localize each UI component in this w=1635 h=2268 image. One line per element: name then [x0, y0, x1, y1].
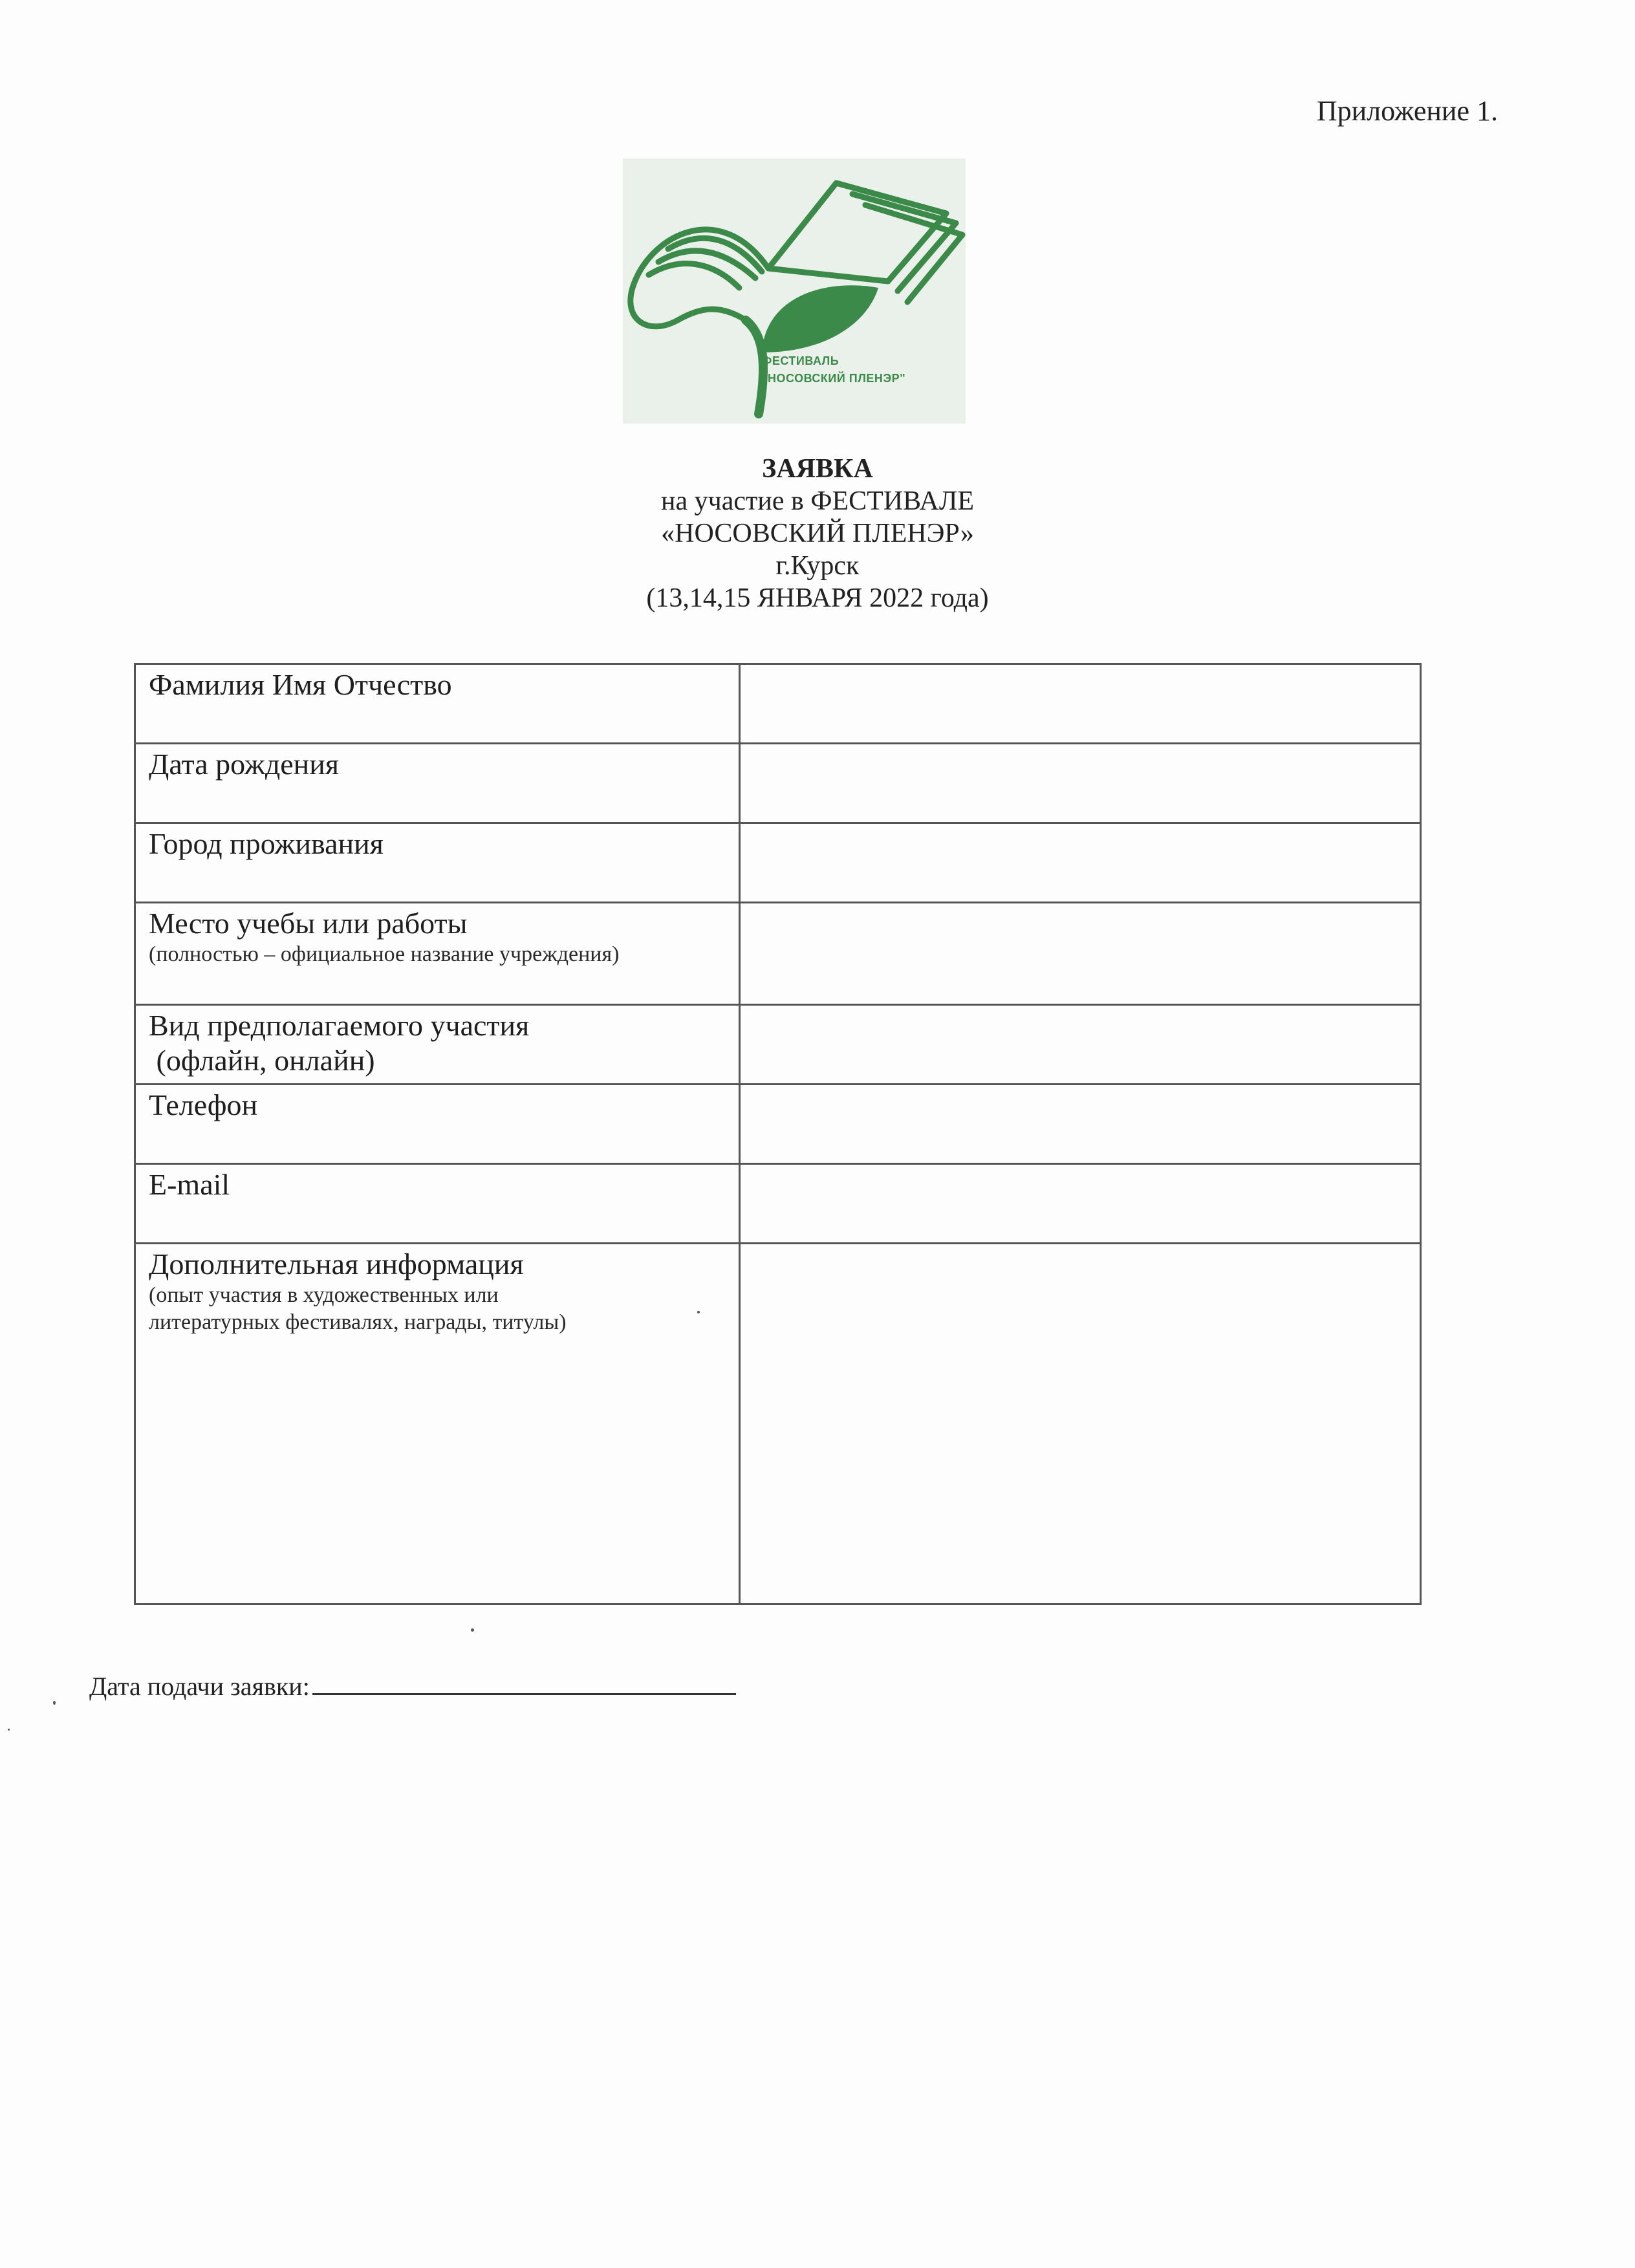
form-label-cell — [135, 1005, 740, 1085]
table-row — [135, 744, 1421, 823]
scan-speck — [53, 1701, 56, 1705]
participation-type-options: (офлайн, онлайн) — [149, 1044, 375, 1077]
form-label-cell — [135, 664, 740, 744]
additional-info-field[interactable] — [740, 1244, 1421, 1604]
form-label-cell — [135, 1244, 740, 1604]
festival-logo — [623, 158, 966, 424]
form-label-cell — [135, 823, 740, 903]
table-row — [135, 1164, 1421, 1244]
birth-date-field[interactable] — [740, 744, 1421, 823]
additional-info-label: Дополнительная информация — [149, 1247, 524, 1280]
study-work-place-label: Место учебы или работы — [149, 907, 468, 940]
appendix-label: Приложение 1. — [1316, 95, 1498, 127]
email-field[interactable] — [740, 1164, 1421, 1244]
study-work-place-field[interactable] — [740, 903, 1421, 1005]
city-field[interactable] — [740, 823, 1421, 903]
form-label-cell — [135, 1085, 740, 1164]
title-line-4: (13,14,15 ЯНВАРЯ 2022 года) — [646, 583, 989, 613]
participation-type-field[interactable] — [740, 1005, 1421, 1085]
scan-speck — [8, 1729, 10, 1731]
city-label: Город проживания — [149, 827, 384, 860]
table-row — [135, 903, 1421, 1005]
table-row — [135, 1005, 1421, 1085]
scan-speck — [471, 1628, 474, 1632]
table-row — [135, 664, 1421, 744]
table-row — [135, 1085, 1421, 1164]
form-label-cell — [135, 903, 740, 1005]
title-line-1: на участие в ФЕСТИВАЛЕ — [660, 486, 974, 516]
submission-date-label: Дата подачи заявки: — [89, 1672, 310, 1701]
form-label-cell — [135, 744, 740, 823]
birth-date-label: Дата рождения — [149, 748, 340, 781]
email-label: E-mail — [149, 1168, 230, 1201]
scan-speck — [697, 1311, 700, 1313]
participation-type-label: Вид предполагаемого участия — [149, 1009, 530, 1042]
logo-text-line2: "НОСОВСКИЙ ПЛЕНЭР" — [762, 372, 906, 385]
application-form-table — [134, 663, 1422, 1605]
phone-label: Телефон — [149, 1088, 258, 1121]
submission-date-line — [89, 1667, 736, 1701]
study-work-place-note: (полностью – официальное название учреждения) — [149, 942, 620, 966]
full-name-label: Фамилия Имя Отчество — [149, 668, 452, 701]
logo-text-line1: ФЕСТИВАЛЬ — [762, 354, 839, 367]
additional-info-note-1: (опыт участия в художественных или — [149, 1283, 499, 1307]
additional-info-note-2: литературных фестивалях, награды, титулы) — [149, 1310, 567, 1334]
form-label-cell — [135, 1164, 740, 1244]
application-heading: ЗАЯВКА — [762, 454, 873, 484]
submission-date-field[interactable] — [312, 1667, 736, 1695]
title-line-2: «НОСОВСКИЙ ПЛЕНЭР» — [661, 519, 974, 548]
full-name-field[interactable] — [740, 664, 1421, 744]
table-row — [135, 823, 1421, 903]
application-title-block — [0, 453, 1635, 614]
table-row — [135, 1244, 1421, 1604]
phone-field[interactable] — [740, 1085, 1421, 1164]
title-line-3: г.Курск — [775, 551, 860, 581]
